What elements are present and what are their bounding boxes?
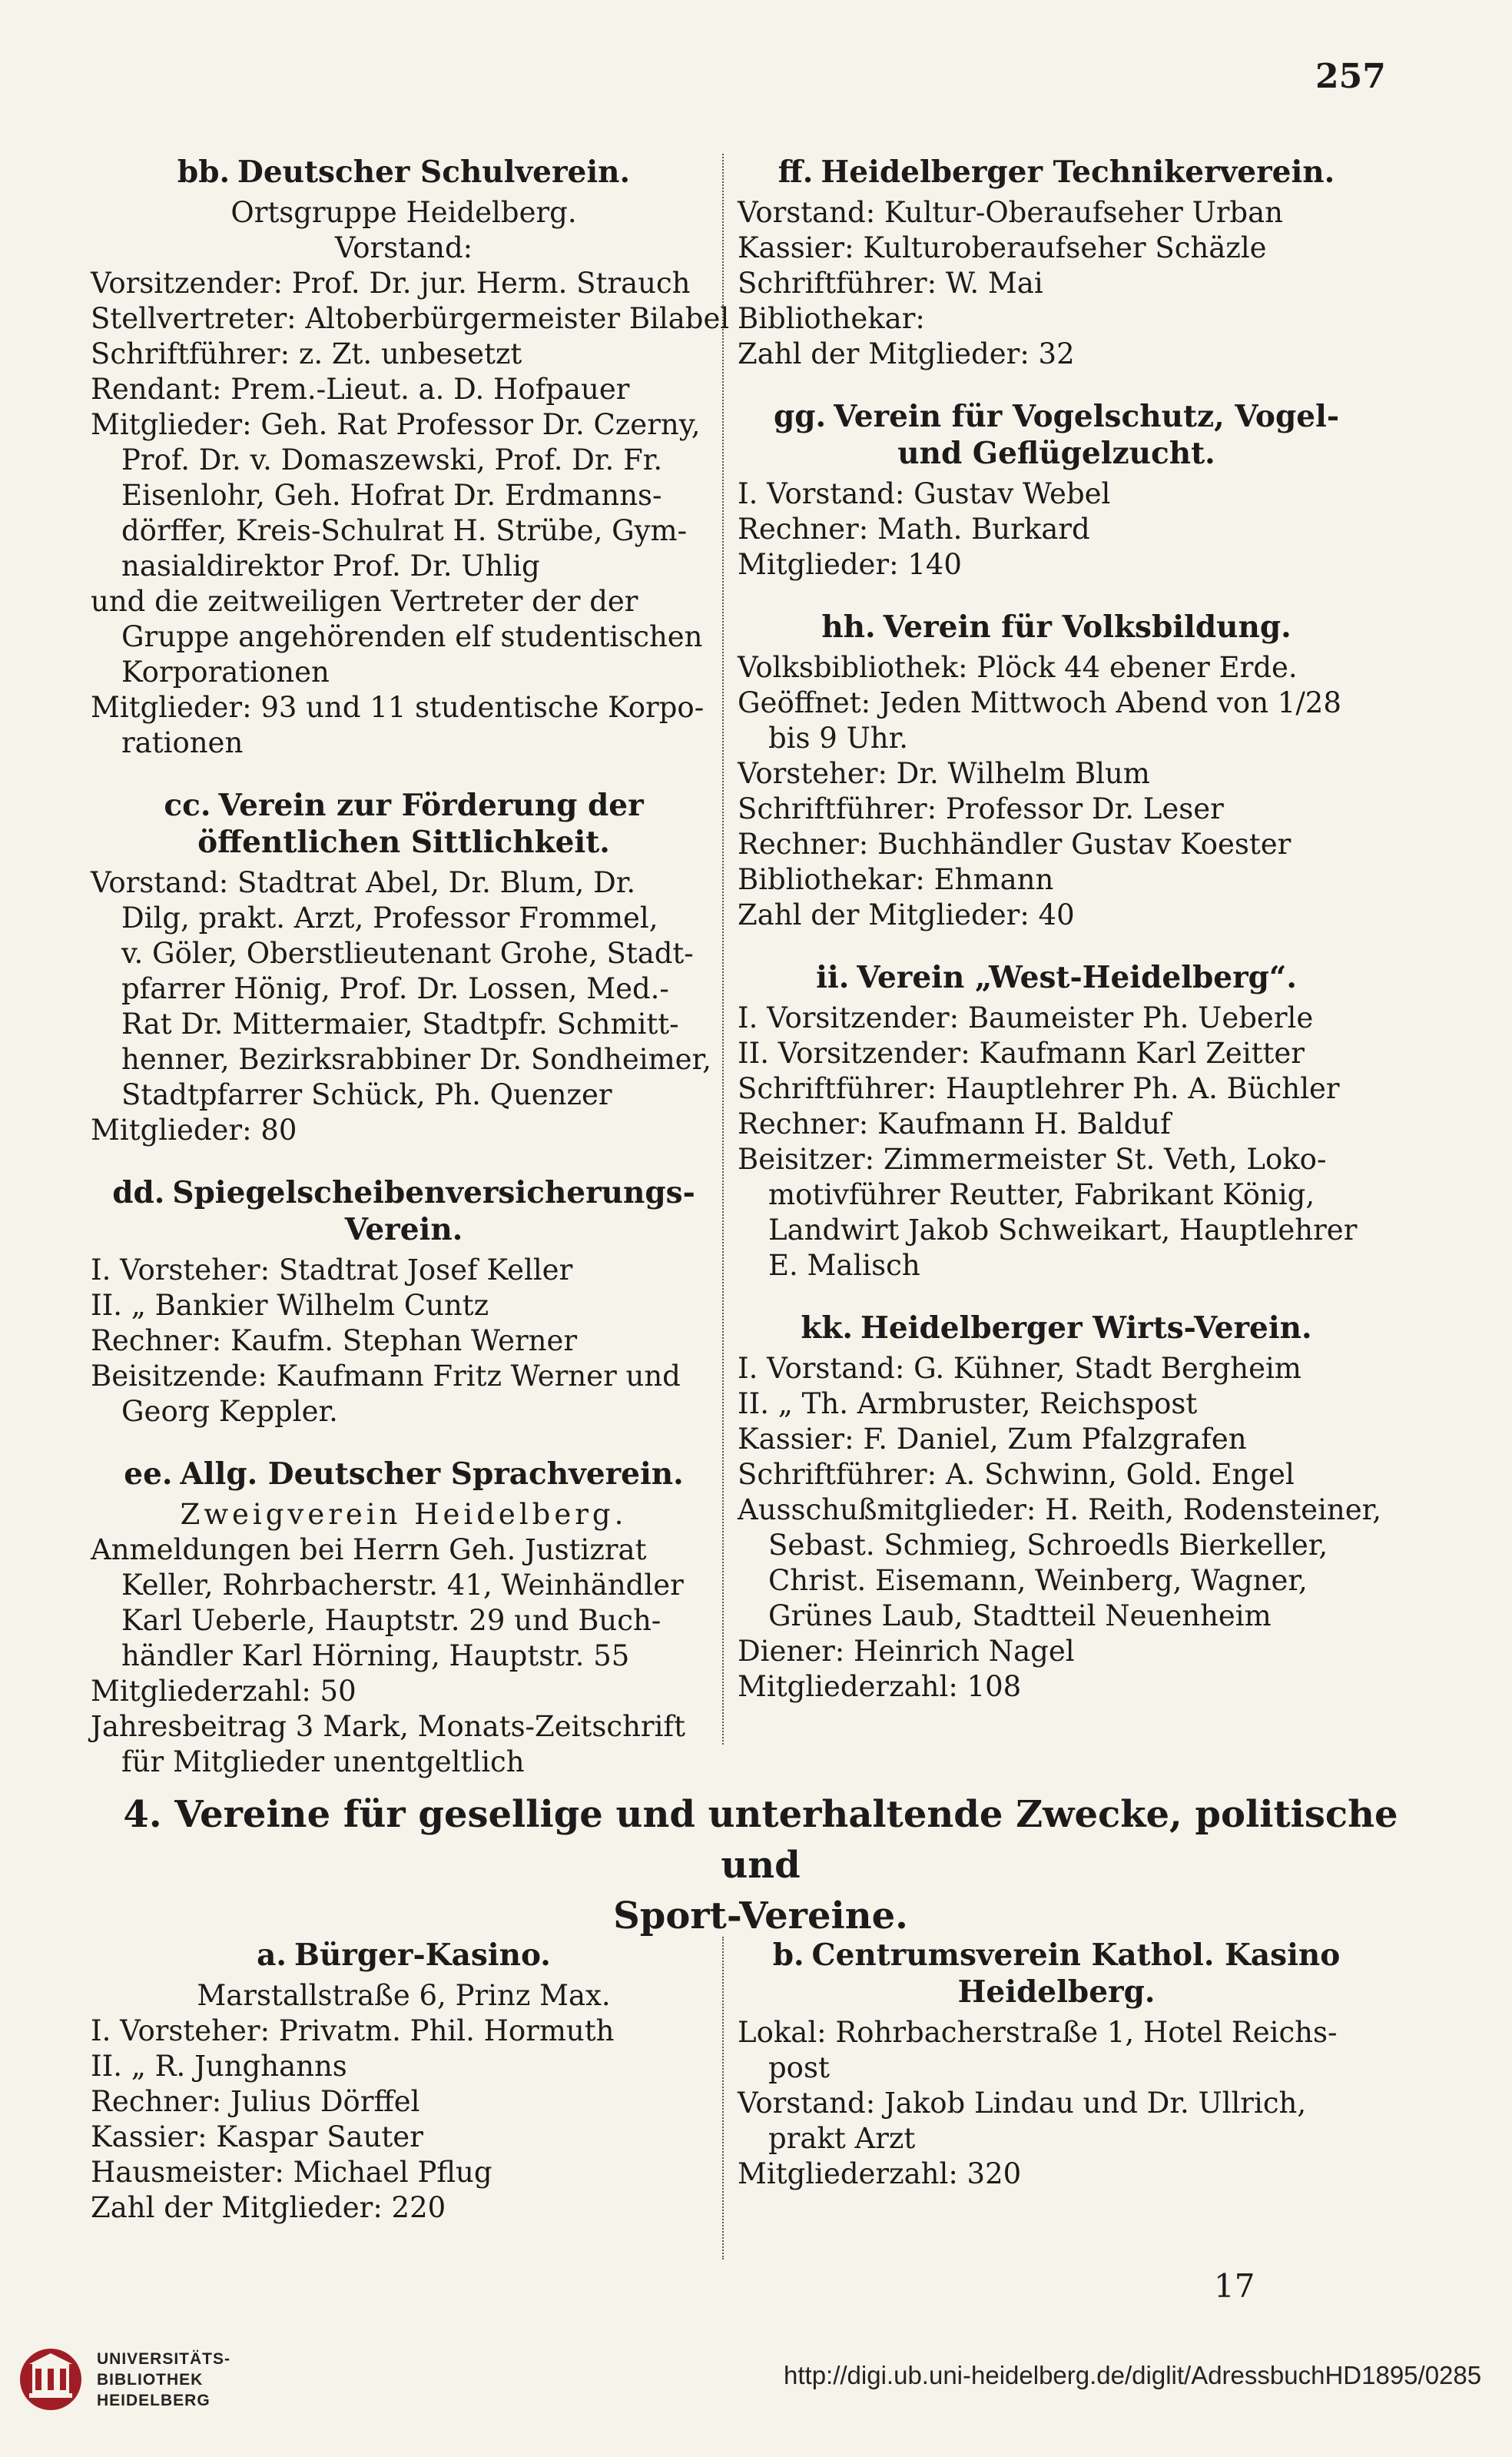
- entry-line: Mitgliederzahl: 50: [91, 1675, 356, 1708]
- left-column-top: [91, 154, 730, 1806]
- entry-line: Stellvertreter: Altoberbürgermeister Bilabel: [91, 302, 730, 335]
- entry-line: Rat Dr. Mittermaier, Stadtpfr. Schmitt-: [121, 1008, 679, 1041]
- library-logo: [17, 2346, 230, 2413]
- entry-line: pfarrer Hönig, Prof. Dr. Lossen, Med.-: [121, 972, 669, 1005]
- entry-line: Zahl der Mitglieder: 40: [738, 898, 1075, 931]
- entry-line: Vorsitzender: Prof. Dr. jur. Herm. Strauch: [91, 267, 691, 300]
- association-name: Verein für Vogelschutz, Vogel- und Geflügelzucht.: [834, 399, 1340, 471]
- entry-line: Sebast. Schmieg, Schroedls Bierkeller,: [768, 1529, 1328, 1562]
- entry-line: post: [768, 2051, 830, 2084]
- association-entry: [738, 609, 1375, 933]
- entry-line: Gruppe angehörenden elf studentischen: [121, 620, 703, 653]
- entry-line: Beisitzer: Zimmermeister St. Veth, Loko-: [738, 1143, 1327, 1176]
- entry-line: Rechner: Math. Burkard: [738, 513, 1090, 546]
- association-title: [91, 154, 717, 191]
- association-name: Heidelberger Wirts-Verein.: [860, 1310, 1312, 1346]
- entry-line: Rechner: Buchhändler Gustav Koester: [738, 828, 1292, 861]
- entry-line: Vorstand: Kultur-Oberaufseher Urban: [738, 196, 1284, 229]
- entry-line: Bibliothekar: Ehmann: [738, 863, 1054, 896]
- association-name: Verein für Volksbildung.: [883, 609, 1292, 645]
- entry-line: Lokal: Rohrbacherstraße 1, Hotel Reichs-: [738, 2016, 1338, 2049]
- association-name: Centrumsverein Kathol. Kasino Heidelberg.: [811, 1937, 1341, 2010]
- entry-line: Grünes Laub, Stadtteil Neuenheim: [768, 1599, 1272, 1632]
- association-title: [738, 154, 1375, 191]
- entry-line: für Mitglieder unentgeltlich: [121, 1745, 525, 1778]
- association-letter: cc.: [164, 788, 211, 823]
- entry-line: Geöffnet: Jeden Mittwoch Abend von 1/28: [738, 686, 1341, 719]
- entry-line: II. Vorsitzender: Kaufmann Karl Zeitter: [738, 1037, 1305, 1070]
- entry-line: Stadtpfarrer Schück, Ph. Quenzer: [121, 1078, 612, 1111]
- entry-line: Rendant: Prem.-Lieut. a. D. Hofpauer: [91, 373, 630, 406]
- association-name: Verein „West-Heidelberg“.: [857, 960, 1297, 995]
- association-letter: gg.: [773, 399, 827, 434]
- entry-line: Hausmeister: Michael Pflug: [91, 2156, 492, 2189]
- footer-page-number: 17: [1214, 2267, 1255, 2305]
- association-subtitle: Marstallstraße 6, Prinz Max.: [197, 1979, 611, 2012]
- association-name: Verein zur Förderung der öffentlichen Sittlichkeit.: [197, 788, 644, 860]
- entry-line: Beisitzende: Kaufmann Fritz Werner und: [91, 1360, 681, 1393]
- right-column-top: [738, 154, 1381, 1731]
- entry-line: Zahl der Mitglieder: 32: [738, 337, 1075, 370]
- entry-line: und die zeitweiligen Vertreter der der: [91, 585, 638, 618]
- association-entry: [91, 1456, 717, 1780]
- association-title: [91, 787, 717, 861]
- entry-line: Mitglieder: 93 und 11 studentische Korpo-: [91, 691, 705, 724]
- entry-line: I. Vorstand: Gustav Webel: [738, 477, 1111, 510]
- association-title: [738, 1310, 1375, 1346]
- entry-line: Kassier: Kaspar Sauter: [91, 2120, 423, 2153]
- entry-line: II. „ Bankier Wilhelm Cuntz: [91, 1289, 489, 1322]
- entry-line: Schriftführer: W. Mai: [738, 267, 1043, 300]
- association-entry: [91, 787, 717, 1148]
- entry-line: Dilg, prakt. Arzt, Professor Frommel,: [121, 901, 658, 935]
- association-entry: [738, 1310, 1381, 1705]
- entry-line: Keller, Rohrbacherstr. 41, Weinhändler: [121, 1569, 684, 1602]
- association-entry: [91, 154, 730, 761]
- entry-line: Eisenlohr, Geh. Hofrat Dr. Erdmanns-: [121, 479, 662, 512]
- entry-line: Mitglieder: 140: [738, 548, 962, 581]
- entry-line: rationen: [121, 726, 244, 759]
- entry-line: Kassier: F. Daniel, Zum Pfalzgrafen: [738, 1423, 1247, 1456]
- entry-line: Ausschußmitglieder: H. Reith, Rodensteiner,: [738, 1493, 1381, 1526]
- entry-line: Rechner: Kaufm. Stephan Werner: [91, 1324, 578, 1357]
- entry-line: I. Vorstand: G. Kühner, Stadt Bergheim: [738, 1352, 1301, 1385]
- association-title: [91, 1174, 717, 1248]
- entry-line: bis 9 Uhr.: [768, 722, 908, 755]
- entry-line: I. Vorsitzender: Baumeister Ph. Ueberle: [738, 1001, 1314, 1034]
- entry-line: dörffer, Kreis-Schulrat H. Strübe, Gym-: [121, 514, 688, 547]
- main-heading-line2: Sport-Vereine.: [613, 1894, 908, 1937]
- main-heading-line1: 4. Vereine für gesellige und unterhaltende Zwecke, politische und: [123, 1793, 1398, 1887]
- association-title: [738, 1937, 1375, 2010]
- association-title: [91, 1937, 717, 1974]
- association-entry: [738, 154, 1375, 372]
- entry-line: Prof. Dr. v. Domaszewski, Prof. Dr. Fr.: [121, 443, 663, 476]
- association-name: Allg. Deutscher Sprachverein.: [180, 1456, 684, 1492]
- entry-line: Zahl der Mitglieder: 220: [91, 2191, 446, 2224]
- association-entry: [91, 1174, 717, 1429]
- column-divider-bottom: [722, 1937, 724, 2259]
- association-entry: [738, 1937, 1375, 2192]
- association-letter: ff.: [778, 154, 814, 190]
- entry-line: I. Vorsteher: Privatm. Phil. Hormuth: [91, 2014, 615, 2047]
- entry-line: v. Göler, Oberstlieutenant Grohe, Stadt-: [121, 937, 694, 970]
- entry-line: Georg Keppler.: [121, 1395, 338, 1428]
- association-subtitle: Zweigverein Heidelberg.: [180, 1498, 628, 1531]
- entry-line: II. „ R. Junghanns: [91, 2050, 347, 2083]
- entry-line: Schriftführer: Hauptlehrer Ph. A. Büchler: [738, 1072, 1340, 1105]
- main-section-heading: [123, 1789, 1398, 1941]
- association-letter: ii.: [816, 960, 850, 995]
- entry-line: Mitglieder: Geh. Rat Professor Dr. Czerny,: [91, 408, 701, 441]
- entry-line: Rechner: Kaufmann H. Balduf: [738, 1107, 1171, 1141]
- association-entry: [738, 959, 1375, 1283]
- association-letter: ee.: [124, 1456, 173, 1492]
- entry-line: Volksbibliothek: Plöck 44 ebener Erde.: [738, 651, 1298, 684]
- entry-line: II. „ Th. Armbruster, Reichspost: [738, 1387, 1198, 1420]
- library-seal-icon: [17, 2346, 85, 2413]
- entry-line: Anmeldungen bei Herrn Geh. Justizrat: [91, 1533, 647, 1566]
- entry-line: Mitgliederzahl: 108: [738, 1670, 1022, 1703]
- entry-line: Vorstand: Jakob Lindau und Dr. Ullrich,: [738, 2087, 1307, 2120]
- association-letter: hh.: [821, 609, 876, 645]
- source-url[interactable]: http://digi.ub.uni-heidelberg.de/diglit/AdressbuchHD1895/0285: [784, 2361, 1482, 2389]
- association-entry: [91, 1937, 717, 2226]
- association-subtitle: Vorstand:: [334, 231, 473, 264]
- association-subtitle: Ortsgruppe Heidelberg.: [230, 196, 577, 229]
- entry-line: henner, Bezirksrabbiner Dr. Sondheimer,: [121, 1043, 711, 1076]
- entry-line: Rechner: Julius Dörffel: [91, 2085, 420, 2118]
- column-divider-top: [722, 154, 724, 1745]
- entry-line: nasialdirektor Prof. Dr. Uhlig: [121, 550, 540, 583]
- association-title: [91, 1456, 717, 1492]
- entry-line: Schriftführer: A. Schwinn, Gold. Engel: [738, 1458, 1295, 1491]
- entry-line: händler Karl Hörning, Hauptstr. 55: [121, 1639, 630, 1672]
- association-title: [738, 398, 1375, 472]
- entry-line: Diener: Heinrich Nagel: [738, 1635, 1075, 1668]
- right-column-bottom: [738, 1937, 1375, 2218]
- library-name: UNIVERSITÄTS- BIBLIOTHEK HEIDELBERG: [97, 2349, 231, 2409]
- association-name: Heidelberger Technikerverein.: [821, 154, 1335, 190]
- association-name: Deutscher Schulverein.: [237, 154, 631, 190]
- association-name: Spiegelscheibenversicherungs-Verein.: [172, 1175, 695, 1247]
- entry-line: Schriftführer: Professor Dr. Leser: [738, 792, 1224, 825]
- entry-line: prakt Arzt: [768, 2122, 916, 2155]
- entry-line: Vorstand: Stadtrat Abel, Dr. Blum, Dr.: [91, 866, 636, 899]
- association-letter: a.: [257, 1937, 287, 1973]
- entry-line: I. Vorsteher: Stadtrat Josef Keller: [91, 1253, 573, 1287]
- association-letter: kk.: [801, 1310, 853, 1346]
- entry-line: Kassier: Kulturoberaufseher Schäzle: [738, 231, 1267, 264]
- entry-line: Jahresbeitrag 3 Mark, Monats-Zeitschrift: [91, 1710, 685, 1743]
- entry-line: Korporationen: [121, 656, 330, 689]
- entry-line: motivführer Reutter, Fabrikant König,: [768, 1178, 1315, 1211]
- entry-line: Landwirt Jakob Schweikart, Hauptlehrer: [768, 1214, 1358, 1247]
- entry-line: Christ. Eisemann, Weinberg, Wagner,: [768, 1564, 1308, 1597]
- entry-line: Bibliothekar:: [738, 302, 925, 335]
- association-entry: [738, 398, 1375, 583]
- entry-line: E. Malisch: [768, 1249, 920, 1282]
- association-title: [738, 609, 1375, 646]
- page-number: 257: [1315, 57, 1386, 96]
- left-column-bottom: [91, 1937, 717, 2252]
- entry-line: Mitgliederzahl: 320: [738, 2157, 1022, 2190]
- association-letter: dd.: [112, 1175, 165, 1210]
- association-title: [738, 959, 1375, 996]
- association-letter: bb.: [177, 154, 230, 190]
- entry-line: Karl Ueberle, Hauptstr. 29 und Buch-: [121, 1604, 662, 1637]
- association-letter: b.: [772, 1937, 804, 1973]
- association-name: Bürger-Kasino.: [293, 1937, 551, 1973]
- entry-line: Mitglieder: 80: [91, 1114, 297, 1147]
- entry-line: Schriftführer: z. Zt. unbesetzt: [91, 337, 522, 370]
- entry-line: Vorsteher: Dr. Wilhelm Blum: [738, 757, 1150, 790]
